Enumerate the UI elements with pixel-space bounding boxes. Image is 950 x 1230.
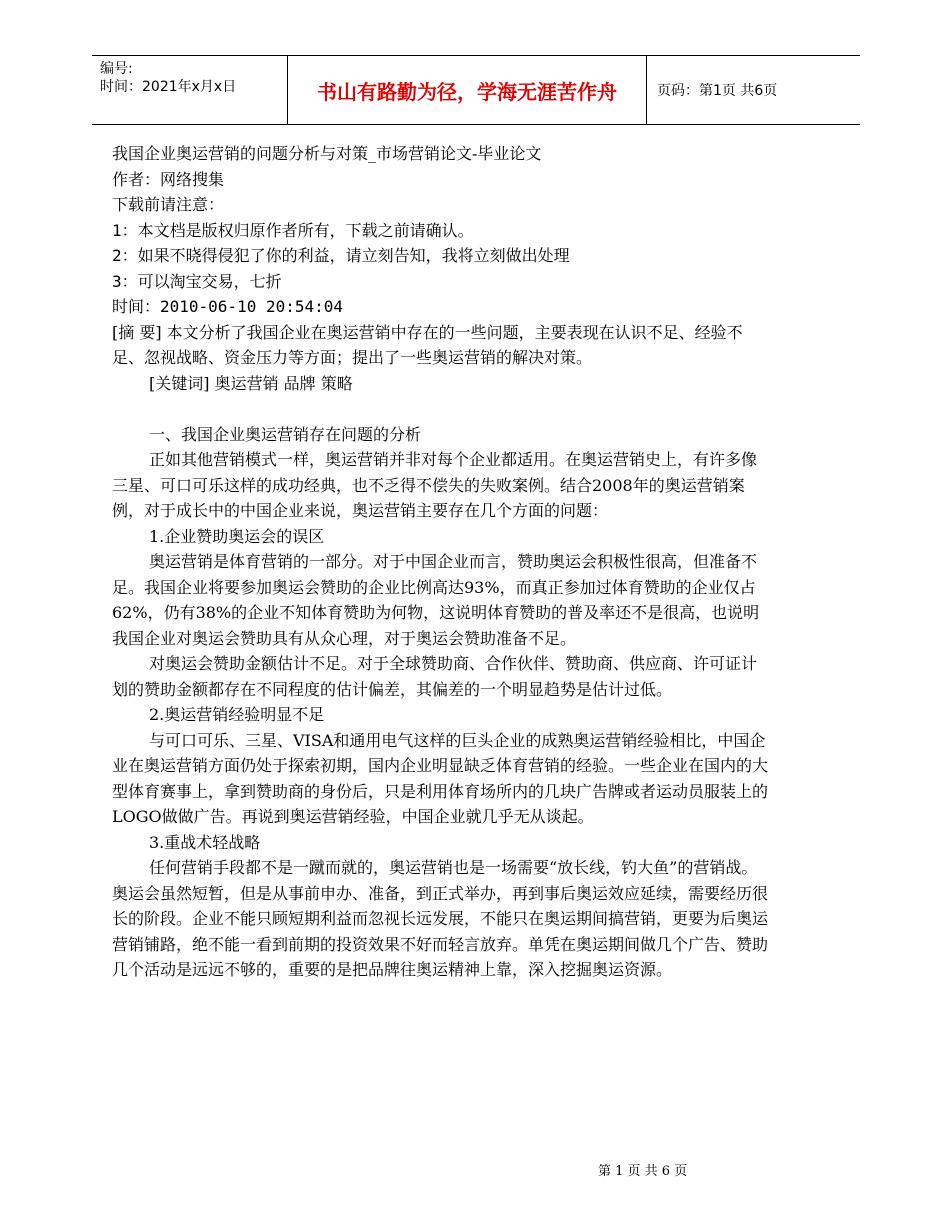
header-meta xyxy=(92,56,287,124)
document-title: 我国企业奥运营销的问题分析与对策_市场营销论文-毕业论文 xyxy=(112,144,542,163)
document-header xyxy=(92,55,860,125)
body-paragraph: 奥运营销是体育营销的一部分。对于中国企业而言，赞助奥运会积极性很高，但准备不足。我国企业将要参加奥运会赞助的企业比例高达93%，而真正参加过体育赞助的企业仅占62%，仍有38%的企业不知体育赞助为何物，这说明体育赞助的普及率还不是很高，也说明我国企业对奥运会赞助具有从众心理，对于奥运会赞助准备不足。 xyxy=(112,552,760,648)
notice-item: 1：本文档是版权归原作者所有，下载之前请确认。 xyxy=(112,220,474,240)
document-number-label: 编号: xyxy=(100,61,133,77)
publish-time: 时间：2010-06-10 20:54:04 xyxy=(112,297,344,316)
document-author: 作者：网络搜集 xyxy=(112,169,225,189)
notice-item: 3：可以淘宝交易，七折 xyxy=(112,271,282,291)
body-paragraph: 与可口可乐、三星、VISA和通用电气这样的巨头企业的成熟奥运营销经验相比，中国企业在奥运营销方面仍处于探索初期，国内企业明显缺乏体育营销的经验。一些企业在国内的大型体育赛事上，拿到赞助商的身份后，只是利用体育场所内的几块广告牌或者运动员服装上的LOGO做做广告。再说到奥运营销经验，中国企业就几乎无从谈起。 xyxy=(112,730,769,826)
subsection-heading: 2.奥运营销经验明显不足 xyxy=(149,705,325,724)
page-footer: 第 1 页 共 6 页 xyxy=(598,1164,688,1179)
header-page-info: 页码：第1页 共6页 xyxy=(657,83,778,99)
document-time: 时间：2021年x月x日 xyxy=(100,79,237,95)
body-paragraph: 正如其他营销模式一样，奥运营销并非对每个企业都适用。在奥运营销史上，有许多像三星、可口可乐这样的成功经典，也不乏得不偿失的失败案例。结合2008年的奥运营销案例，对于成长中的中国企业来说，奥运营销主要存在几个方面的问题： xyxy=(112,450,758,520)
section-heading: 一、我国企业奥运营销存在问题的分析 xyxy=(149,424,422,444)
body-paragraph: 任何营销手段都不是一蹴而就的，奥运营销也是一场需要“放长线，钓大鱼”的营销战。奥运会虽然短暂，但是从事前申办、准备，到正式举办，再到事后奥运效应延续，需要经历很长的阶段。企业不能只顾短期利益而忽视长远发展，不能只在奥运期间搞营销，更要为后奥运营销铺路，绝不能一看到前期的投资效果不好而轻言放弃。单凭在奥运期间做几个广告、赞助几个活动是远远不够的，重要的是把品牌往奥运精神上靠，深入挖掘奥运资源。 xyxy=(112,858,769,979)
keywords: [关键词] 奥运营销 品牌 策略 xyxy=(149,373,353,393)
notice-item: 2：如果不晓得侵犯了你的利益，请立刻告知，我将立刻做出处理 xyxy=(112,246,570,265)
header-motto: 书山有路勤为径，学海无涯苦作舟 xyxy=(287,56,647,124)
notice-heading: 下载前请注意： xyxy=(112,195,225,214)
subsection-heading: 1.企业赞助奥运会的误区 xyxy=(149,526,325,546)
document-body xyxy=(112,141,772,983)
spacer xyxy=(112,396,772,422)
body-paragraph: 对奥运会赞助金额估计不足。对于全球赞助商、合作伙伴、赞助商、供应商、许可证计划的赞助金额都存在不同程度的估计偏差，其偏差的一个明显趋势是估计过低。 xyxy=(112,654,758,699)
subsection-heading: 3.重战术轻战略 xyxy=(149,832,261,852)
abstract: [摘 要] 本文分析了我国企业在奥运营销中存在的一些问题，主要表现在认识不足、经验不足、忽视战略、资金压力等方面；提出了一些奥运营销的解决对策。 xyxy=(112,322,743,367)
